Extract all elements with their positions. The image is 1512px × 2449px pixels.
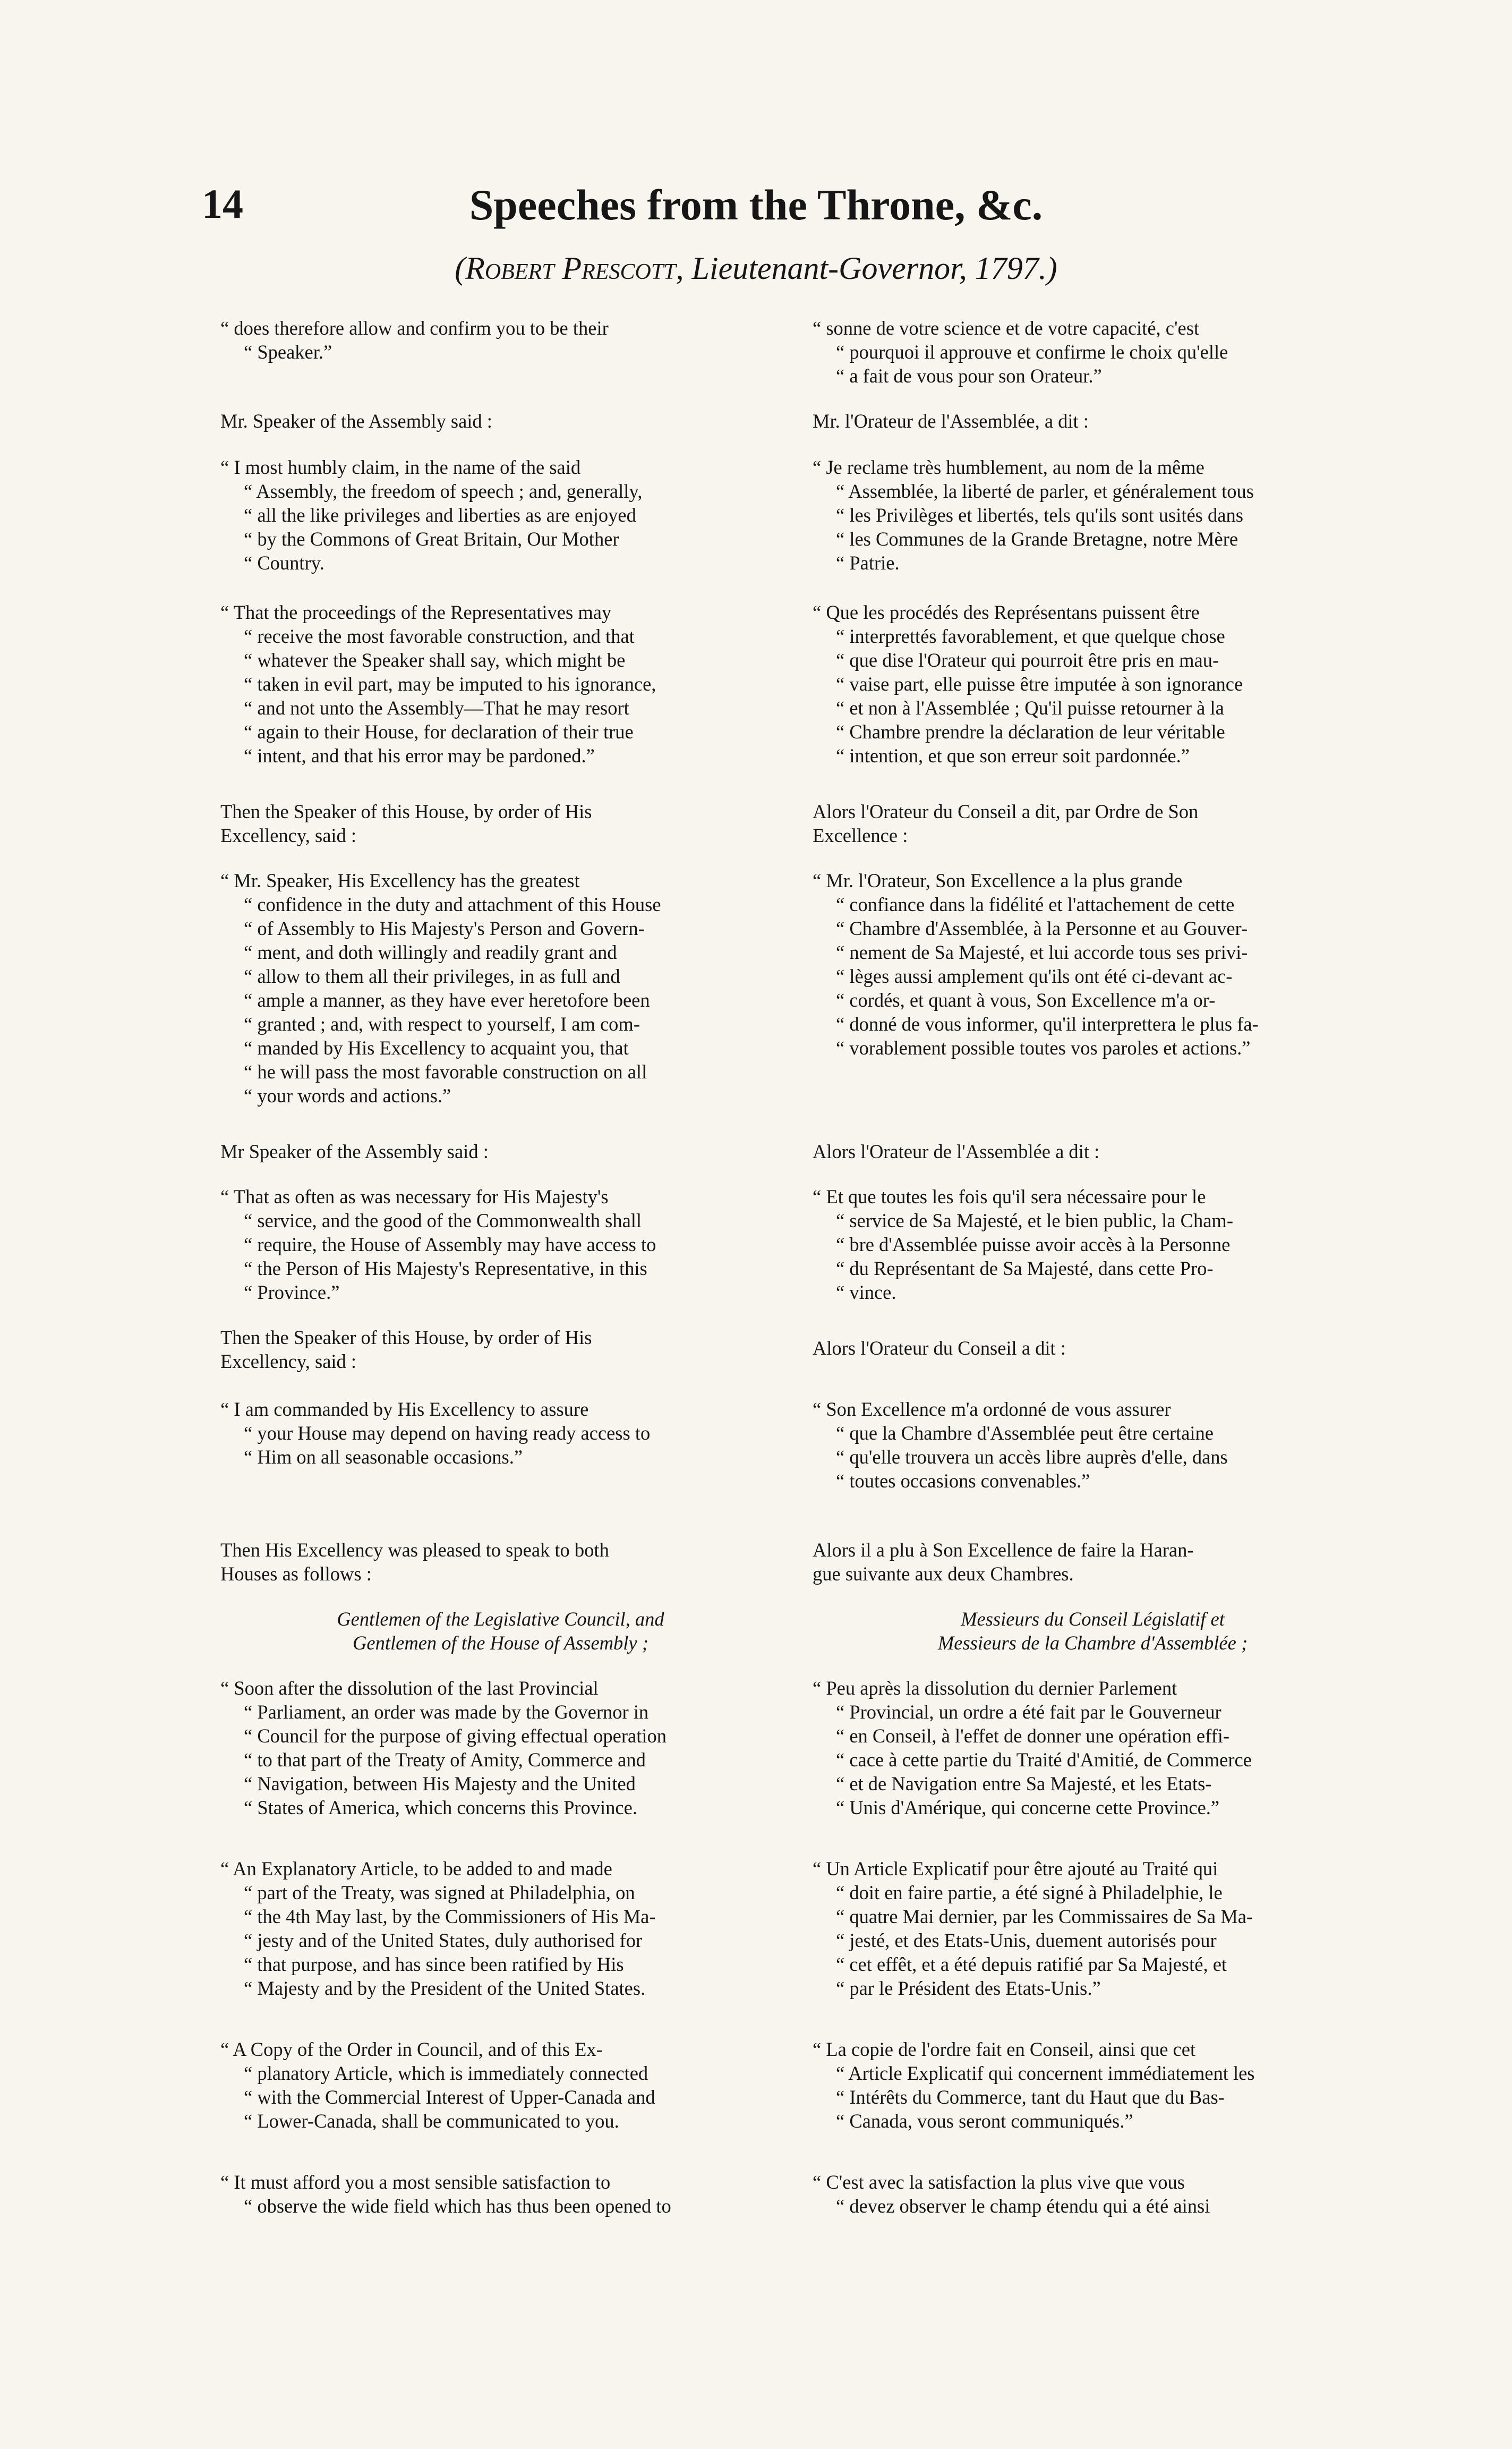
english-paragraph: Mr Speaker of the Assembly said : [220, 1141, 489, 1162]
running-title: Speeches from the Throne, &c. [469, 181, 1043, 229]
french-quotation: “ C'est avec la satisfaction la plus vive que vous “ devez observer le champ étendu qui a été ainsi [813, 2171, 1210, 2217]
french-quotation: “ Peu après la dissolution du dernier Parlement “ Provincial, un ordre a été fait par le Gouverneur “ en Conseil, à l'effet de donner une opération effi- “ cace à cette partie du Traité d'Amitié, de Commerce “ et de Navigation entre Sa Majesté, et les Etats- “ Unis d'Amérique, qui concerne cette Province.” [813, 1677, 1252, 1818]
english-heading: Gentlemen of the Legislative Council, and Gentlemen of the House of Assembly ; [337, 1608, 664, 1654]
english-paragraph: Mr. Speaker of the Assembly said : [220, 410, 492, 432]
english-quotation: “ An Explanatory Article, to be added to and made “ part of the Treaty, was signed at Philadelphia, on “ the 4th May last, by the Commissioners of His Ma- “ jesty and of the United States, duly authorised for “ that purpose, and has since been ratified by His “ Majesty and by the President of the United States. [220, 1858, 656, 1999]
english-quotation: “ does therefore allow and confirm you to be their “ Speaker.” [220, 317, 609, 363]
page-number: 14 [202, 181, 243, 227]
english-column [220, 316, 781, 2393]
page-subtitle [0, 252, 1512, 284]
french-quotation: “ La copie de l'ordre fait en Conseil, ainsi que cet “ Article Explicatif qui concernent immédiatement les “ Intérêts du Commerce, tant du Haut que du Bas- “ Canada, vous seront communiqués.” [813, 2038, 1255, 2132]
french-paragraph: Alors l'Orateur de l'Assemblée a dit : [813, 1141, 1100, 1162]
french-paragraph: Mr. l'Orateur de l'Assemblée, a dit : [813, 410, 1089, 432]
french-quotation: “ sonne de votre science et de votre capacité, c'est “ pourquoi il approuve et confirme le choix qu'elle “ a fait de vous pour son Orateur.” [813, 317, 1228, 387]
english-paragraph: Then the Speaker of this House, by order of His Excellency, said : [220, 801, 592, 846]
subtitle-name: Robert Prescott, [465, 251, 684, 286]
french-quotation: “ Un Article Explicatif pour être ajouté au Traité qui “ doit en faire partie, a été signé à Philadelphie, le “ quatre Mai dernier, par les Commissaires de Sa Ma- “ jesté, et des Etats-Unis, duement autorisés pour “ cet effêt, et a été depuis ratifié par Sa Majesté, et “ par le Président des Etats-Unis.” [813, 1858, 1253, 1999]
french-quotation: “ Je reclame très humblement, au nom de la même “ Assemblée, la liberté de parler, et généralement tous “ les Privilèges et libertés, tels qu'ils sont usités dans “ les Communes de la Grande Bretagne, notre Mère “ Patrie. [813, 456, 1254, 574]
french-quotation: “ Son Excellence m'a ordonné de vous assurer “ que la Chambre d'Assemblée peut être certaine “ qu'elle trouvera un accès libre auprès d'elle, dans “ toutes occasions convenables.” [813, 1398, 1228, 1492]
english-quotation: “ That the proceedings of the Representatives may “ receive the most favorable construction, and that “ whatever the Speaker shall say, which might be “ taken in evil part, may be imputed to his ignorance, “ and not unto the Assembly—That he may resort “ again to their House, for declaration of their true “ intent, and that his error may be pardoned.” [220, 601, 656, 767]
subtitle-open: ( [455, 251, 466, 286]
english-quotation: “ That as often as was necessary for His Majesty's “ service, and the good of the Commonwealth shall “ require, the House of Assembly may have access to “ the Person of His Majesty's Representative, in this “ Province.” [220, 1186, 656, 1303]
english-paragraph: Then His Excellency was pleased to speak to both Houses as follows : [220, 1539, 609, 1585]
english-quotation: “ A Copy of the Order in Council, and of this Ex- “ planatory Article, which is immediately connected “ with the Commercial Interest of Upper-Canada and “ Lower-Canada, shall be communicated to you. [220, 2038, 655, 2132]
english-quotation: “ I most humbly claim, in the name of the said “ Assembly, the freedom of speech ; and, generally, “ all the like privileges and liberties as are enjoyed “ by the Commons of Great Britain, Our Mother “ Country. [220, 456, 643, 574]
english-quotation: “ Soon after the dissolution of the last Provincial “ Parliament, an order was made by the Governor in “ Council for the purpose of giving effectual operation “ to that part of the Treaty of Amity, Commerce and “ Navigation, between His Majesty and the United “ States of America, which concerns this Province. [220, 1677, 667, 1818]
english-quotation: “ I am commanded by His Excellency to assure “ your House may depend on having ready access to “ Him on all seasonable occasions.” [220, 1398, 651, 1468]
english-paragraph: Then the Speaker of this House, by order of His Excellency, said : [220, 1326, 592, 1372]
french-heading: Messieurs du Conseil Législatif et Messieurs de la Chambre d'Assemblée ; [937, 1608, 1248, 1654]
english-quotation: “ Mr. Speaker, His Excellency has the greatest “ confidence in the duty and attachment of this House “ of Assembly to His Majesty's Person and Govern- “ ment, and doth willingly and readily grant and “ allow to them all their privileges, in as full and “ ample a manner, as they have ever heretofore been “ granted ; and, with respect to yourself, I am com- “ manded by His Excellency to acquaint you, that “ he will pass the most favorable construction on all “ your words and actions.” [220, 870, 661, 1107]
french-paragraph: Alors l'Orateur du Conseil a dit : [813, 1337, 1066, 1359]
french-quotation: “ Et que toutes les fois qu'il sera nécessaire pour le “ service de Sa Majesté, et le bien public, la Cham- “ bre d'Assemblée puisse avoir accès à la Personne “ du Représentant de Sa Majesté, dans cette Pro- “ vince. [813, 1186, 1233, 1303]
french-quotation: “ Que les procédés des Représentans puissent être “ interprettés favorablement, et que quelque chose “ que dise l'Orateur qui pourroit être pris en mau- “ vaise part, elle puisse être imputée à son ignorance “ et non à l'Assemblée ; Qu'il puisse retourner à la “ Chambre prendre la déclaration de leur véritable “ intention, et que son erreur soit pardonnée.” [813, 601, 1243, 767]
french-paragraph: Alors il a plu à Son Excellence de faire la Haran- gue suivante aux deux Chambres. [813, 1539, 1194, 1585]
subtitle-rest: Lieutenant-Governor, 1797.) [684, 251, 1057, 286]
english-quotation: “ It must afford you a most sensible satisfaction to “ observe the wide field which has thus been opened to [220, 2171, 671, 2217]
french-quotation: “ Mr. l'Orateur, Son Excellence a la plus grande “ confiance dans la fidélité et l'attachement de cette “ Chambre d'Assemblée, à la Personne et au Gouver- “ nement de Sa Majesté, et lui accorde tous ses privi- “ lèges aussi amplement qu'ils ont été ci-devant ac- “ cordés, et quant à vous, Son Excellence m'a or- “ donné de vous informer, qu'il interprettera le plus fa- “ vorablement possible toutes vos paroles et actions.” [813, 870, 1259, 1059]
french-column [813, 316, 1373, 2393]
french-paragraph: Alors l'Orateur du Conseil a dit, par Ordre de Son Excellence : [813, 801, 1199, 846]
